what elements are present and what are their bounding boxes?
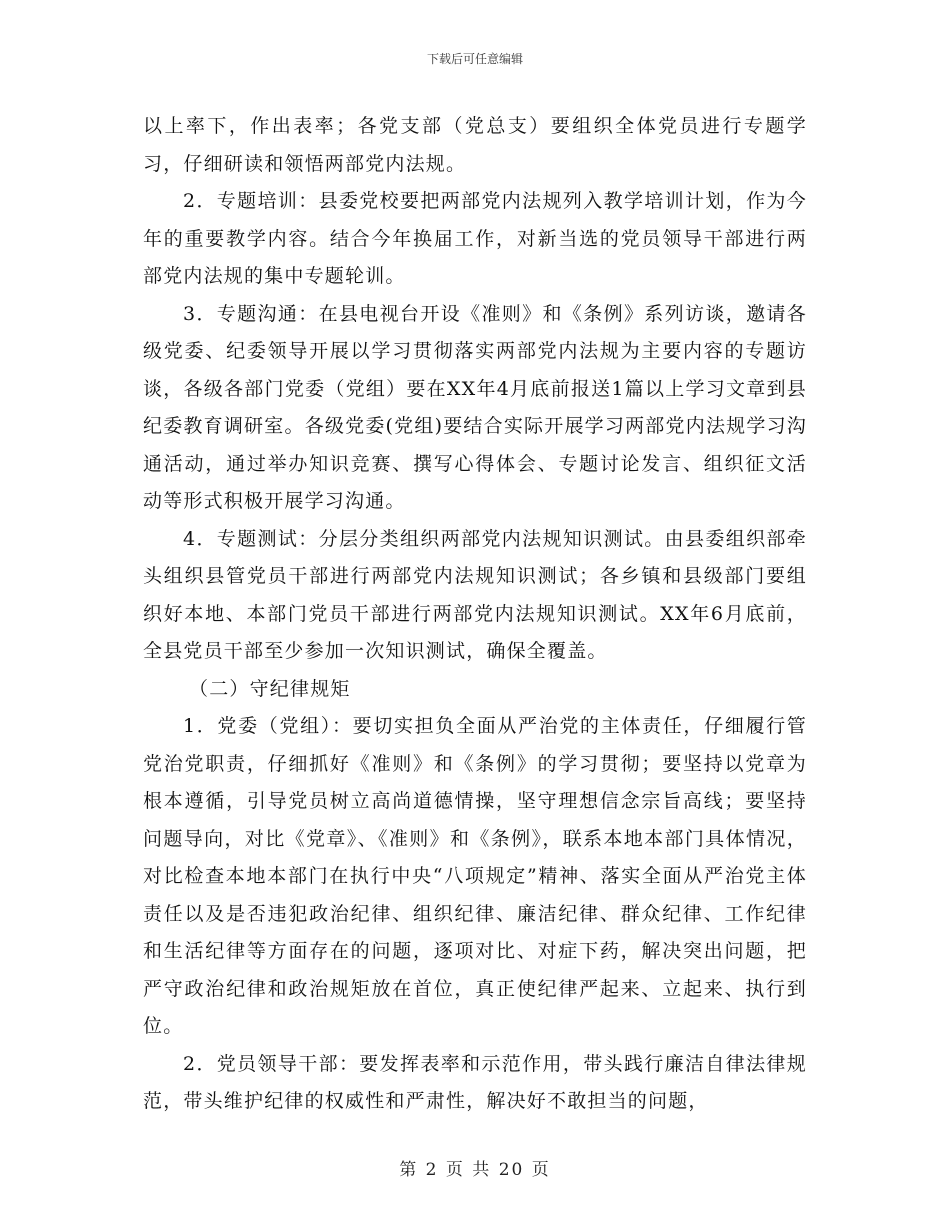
paragraph-continuation: 以上率下，作出表率；各党支部（党总支）要组织全体党员进行专题学习，仔细研读和领悟两部党内法规。 [143,115,807,175]
page-number-footer: 第 2 页 共 20 页 [399,1160,551,1180]
paragraph-party-leaders: 2．党员领导干部：要发挥表率和示范作用，带头践行廉洁自律法律规范，带头维护纪律的权威性和严肃性，解决好不敢担当的问题， [143,1052,807,1112]
section-heading-discipline: （二）守纪律规矩 [189,677,351,700]
paragraph-special-training: 2．专题培训：县委党校要把两部党内法规列入教学培训计划，作为今年的重要教学内容。结合今年换届工作，对新当选的党员领导干部进行两部党内法规的集中专题轮训。 [143,190,807,287]
document-body [143,108,807,1121]
paragraph-special-communication: 3．专题沟通：在县电视台开设《准则》和《条例》系列访谈，邀请各级党委、纪委领导开展以学习贯彻落实两部党内法规为主要内容的专题访谈，各级各部门党委（党组）要在XX年4月底前报送1篇以上学习文章到县纪委教育调研室。各级党委(党组)要结合实际开展学习两部党内法规学习沟通活动，通过举办知识竞赛、撰写心得体会、专题讨论发言、组织征文活动等形式积极开展学习沟通。 [143,302,807,512]
paragraph-special-test: 4．专题测试：分层分类组织两部党内法规知识测试。由县委组织部牵头组织县管党员干部进行两部党内法规知识测试；各乡镇和县级部门要组织好本地、本部门党员干部进行两部党内法规知识测试。XX年6月底前，全县党员干部至少参加一次知识测试，确保全覆盖。 [143,527,807,662]
paragraph-party-committee: 1．党委（党组）：要切实担负全面从严治党的主体责任，仔细履行管党治党职责，仔细抓好《准则》和《条例》的学习贯彻；要坚持以党章为根本遵循，引导党员树立高尚道德情操，坚守理想信念宗旨高线；要坚持问题导向，对比《党章》、《准则》和《条例》，联系本地本部门具体情况，对比检查本地本部门在执行中央“八项规定”精神、落实全面从严治党主体责任以及是否违犯政治纪律、组织纪律、廉洁纪律、群众纪律、工作纪律和生活纪律等方面存在的问题，逐项对比、对症下药，解决突出问题，把严守政治纪律和政治规矩放在首位，真正使纪律严起来、立起来、执行到位。 [143,715,807,1037]
page-header: 下载后可任意编辑 [426,52,523,66]
